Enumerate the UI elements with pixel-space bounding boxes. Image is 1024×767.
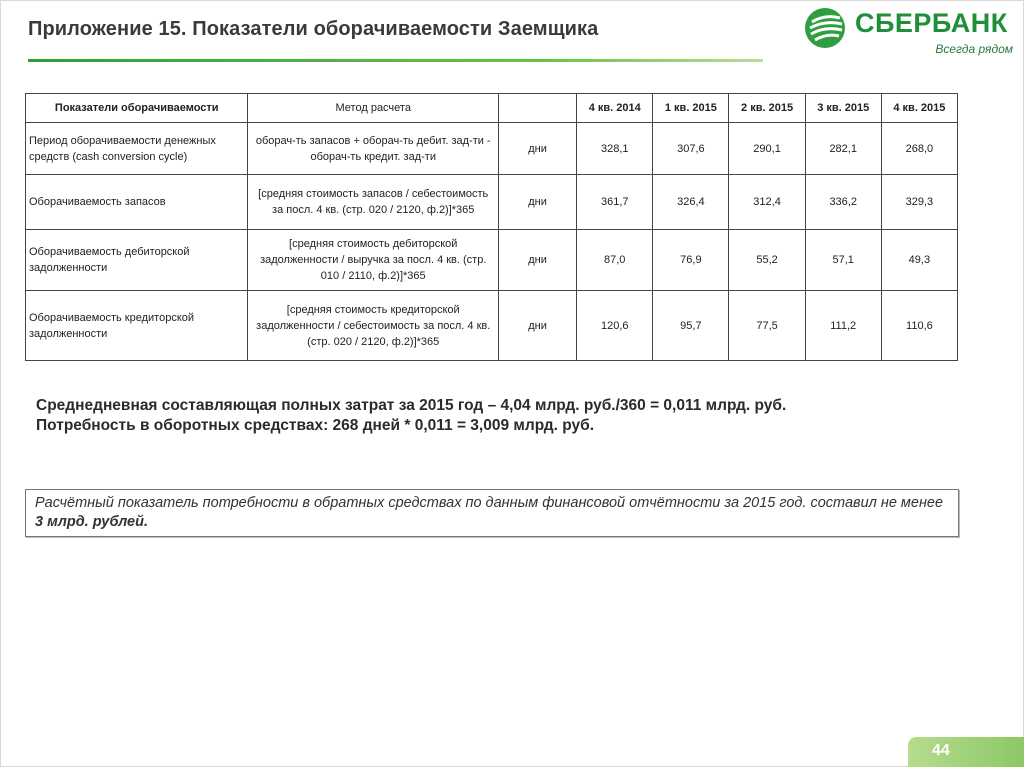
row-indicator: Оборачиваемость запасов <box>26 175 248 230</box>
header-period: 4 кв. 2015 <box>881 94 957 123</box>
row-value: 110,6 <box>881 291 957 361</box>
row-indicator: Оборачиваемость дебиторской задолженности <box>26 230 248 291</box>
row-unit: дни <box>499 291 577 361</box>
row-value: 111,2 <box>805 291 881 361</box>
header-period: 3 кв. 2015 <box>805 94 881 123</box>
table-row <box>26 123 958 175</box>
row-value: 268,0 <box>881 123 957 175</box>
row-value: 55,2 <box>729 230 805 291</box>
row-method: [средняя стоимость кредиторской задолженности / себестоимость за посл. 4 кв. (стр. 020 / 2120, ф.2)]*365 <box>248 291 499 361</box>
row-indicator: Период оборачиваемости денежных средств (cash conversion cycle) <box>26 123 248 175</box>
logo-tagline: Всегда рядом <box>935 42 1013 56</box>
row-value: 336,2 <box>805 175 881 230</box>
note-text: Расчётный показатель потребности в обратных средствах по данным финансовой отчётности за 2015 год. составил не менее <box>35 495 944 511</box>
row-value: 326,4 <box>653 175 729 230</box>
header-method: Метод расчета <box>248 94 499 123</box>
row-value: 87,0 <box>577 230 653 291</box>
row-value: 120,6 <box>577 291 653 361</box>
row-value: 312,4 <box>729 175 805 230</box>
sberbank-logo <box>803 4 1015 60</box>
page-number-badge <box>908 737 1024 767</box>
table-row <box>26 175 958 230</box>
table-row <box>26 230 958 291</box>
header-period: 1 кв. 2015 <box>653 94 729 123</box>
row-value: 307,6 <box>653 123 729 175</box>
page-number: 44 <box>932 742 950 759</box>
logo-name: СБЕРБАНК <box>855 8 1008 38</box>
conclusion-note <box>25 489 959 537</box>
row-value: 328,1 <box>577 123 653 175</box>
row-value: 361,7 <box>577 175 653 230</box>
summary-line: Среднедневная составляющая полных затрат за 2015 год – 4,04 млрд. руб./360 = 0,011 млрд. руб. <box>36 397 787 414</box>
row-method: [средняя стоимость запасов / себестоимость за посл. 4 кв. (стр. 020 / 2120, ф.2)]*365 <box>248 175 499 230</box>
header-unit <box>499 94 577 123</box>
header-period: 2 кв. 2015 <box>729 94 805 123</box>
summary-line: Потребность в оборотных средствах: 268 дней * 0,011 = 3,009 млрд. руб. <box>36 417 595 434</box>
note-bold: 3 млрд. рублей. <box>35 514 149 530</box>
summary-block <box>36 396 786 436</box>
title-underline <box>28 59 763 62</box>
row-value: 57,1 <box>805 230 881 291</box>
table-header-row <box>26 94 958 123</box>
table-row <box>26 291 958 361</box>
row-value: 282,1 <box>805 123 881 175</box>
row-unit: дни <box>499 123 577 175</box>
row-indicator: Оборачиваемость кредиторской задолженности <box>26 291 248 361</box>
row-value: 76,9 <box>653 230 729 291</box>
row-unit: дни <box>499 230 577 291</box>
row-value: 77,5 <box>729 291 805 361</box>
row-value: 49,3 <box>881 230 957 291</box>
row-value: 329,3 <box>881 175 957 230</box>
header-period: 4 кв. 2014 <box>577 94 653 123</box>
row-unit: дни <box>499 175 577 230</box>
row-value: 95,7 <box>653 291 729 361</box>
row-value: 290,1 <box>729 123 805 175</box>
row-method: [средняя стоимость дебиторской задолженности / выручка за посл. 4 кв. (стр. 010 / 2110, ф.2)]*365 <box>248 230 499 291</box>
sberbank-logo-icon <box>803 6 847 50</box>
header-indicator: Показатели оборачиваемости <box>26 94 248 123</box>
turnover-table <box>25 93 958 361</box>
row-method: оборач-ть запасов + оборач-ть дебит. зад-ти - оборач-ть кредит. зад-ти <box>248 123 499 175</box>
page-title: Приложение 15. Показатели оборачиваемости Заемщика <box>28 18 599 40</box>
